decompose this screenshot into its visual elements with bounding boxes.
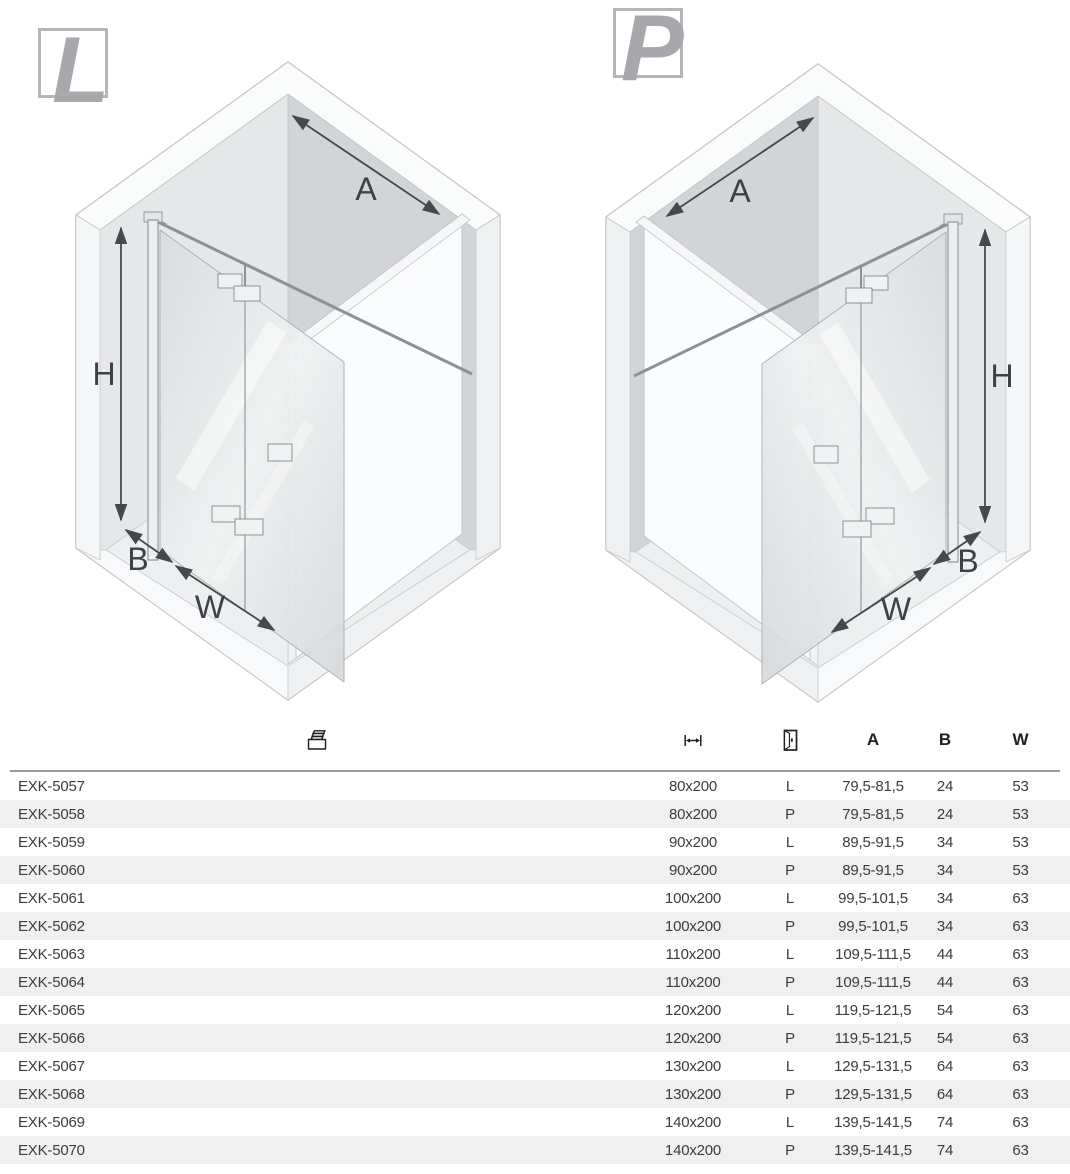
cell-dim-b: 54 bbox=[936, 1001, 954, 1019]
cell-dim-w: 53 bbox=[1012, 861, 1029, 879]
cell-dim-a: 129,5-131,5 bbox=[834, 1057, 912, 1075]
cell-product-code: EXK-5069 bbox=[18, 1113, 85, 1131]
dim-label-w-left: W bbox=[194, 589, 226, 625]
cell-size: 140x200 bbox=[664, 1141, 722, 1159]
shower-diagram-left bbox=[72, 58, 512, 708]
cell-size: 130x200 bbox=[664, 1057, 722, 1075]
cell-dim-b: 24 bbox=[936, 777, 954, 795]
cell-dim-w: 63 bbox=[1012, 945, 1029, 963]
cell-dim-a: 89,5-91,5 bbox=[842, 833, 904, 851]
cell-size: 110x200 bbox=[665, 945, 721, 963]
cell-product-code: EXK-5061 bbox=[18, 889, 85, 907]
cell-size: 110x200 bbox=[665, 973, 721, 991]
cell-dim-b: 34 bbox=[936, 889, 954, 907]
table-row bbox=[0, 1108, 1070, 1136]
table-row bbox=[0, 996, 1070, 1024]
cell-product-code: EXK-5066 bbox=[18, 1029, 85, 1047]
cell-size: 90x200 bbox=[668, 833, 717, 851]
cell-dim-a: 79,5-81,5 bbox=[842, 805, 904, 823]
cell-dim-b: 34 bbox=[936, 917, 954, 935]
table-row bbox=[0, 800, 1070, 828]
cell-size: 140x200 bbox=[664, 1113, 722, 1131]
dim-label-a-right: A bbox=[729, 173, 751, 209]
cell-door-side: P bbox=[785, 861, 795, 879]
cell-door-side: L bbox=[785, 1113, 795, 1131]
cell-dim-w: 63 bbox=[1012, 1085, 1029, 1103]
variant-left-label: L bbox=[52, 17, 108, 122]
cell-dim-a: 109,5-111,5 bbox=[835, 945, 911, 963]
cell-door-side: P bbox=[785, 973, 795, 991]
cell-product-code: EXK-5063 bbox=[18, 945, 85, 963]
cell-dim-b: 74 bbox=[936, 1141, 954, 1159]
cell-door-side: L bbox=[785, 945, 795, 963]
cell-dim-b: 34 bbox=[936, 833, 954, 851]
cell-product-code: EXK-5060 bbox=[18, 861, 85, 879]
cell-product-code: EXK-5058 bbox=[18, 805, 85, 823]
cell-dim-b: 74 bbox=[936, 1113, 954, 1131]
cell-door-side: P bbox=[785, 805, 795, 823]
cell-dim-a: 129,5-131,5 bbox=[834, 1085, 912, 1103]
col-header-w: W bbox=[1012, 730, 1029, 749]
cell-product-code: EXK-5062 bbox=[18, 917, 85, 935]
cell-door-side: L bbox=[785, 833, 795, 851]
table-row bbox=[0, 828, 1070, 856]
spec-table-body bbox=[0, 772, 1070, 1164]
cell-dim-a: 99,5-101,5 bbox=[838, 917, 908, 935]
cell-dim-b: 34 bbox=[936, 861, 954, 879]
cell-dim-w: 63 bbox=[1012, 1001, 1029, 1019]
cell-dim-w: 63 bbox=[1012, 973, 1029, 991]
size-header-cell bbox=[633, 718, 753, 762]
cell-dim-a: 119,5-121,5 bbox=[834, 1001, 912, 1019]
variant-right-label: P bbox=[621, 0, 682, 100]
cell-dim-a: 139,5-141,5 bbox=[834, 1141, 912, 1159]
table-row bbox=[0, 1080, 1070, 1108]
cell-dim-b: 64 bbox=[936, 1057, 954, 1075]
cell-product-code: EXK-5070 bbox=[18, 1141, 85, 1159]
cell-dim-b: 64 bbox=[936, 1085, 954, 1103]
spec-table-header bbox=[0, 718, 1070, 762]
cell-dim-w: 63 bbox=[1012, 1057, 1029, 1075]
table-row bbox=[0, 1024, 1070, 1052]
cell-size: 80x200 bbox=[668, 777, 717, 795]
dim-label-b-right: B bbox=[957, 543, 979, 579]
cell-door-side: P bbox=[785, 1029, 795, 1047]
cell-dim-w: 63 bbox=[1012, 917, 1029, 935]
cell-dim-b: 24 bbox=[936, 805, 954, 823]
cell-door-side: P bbox=[785, 917, 795, 935]
cell-dim-w: 63 bbox=[1012, 889, 1029, 907]
door-side-header-cell bbox=[753, 718, 827, 762]
table-row bbox=[0, 1052, 1070, 1080]
cell-door-side: L bbox=[785, 1057, 795, 1075]
cell-product-code: EXK-5057 bbox=[18, 777, 85, 795]
table-row bbox=[0, 856, 1070, 884]
cell-size: 100x200 bbox=[664, 917, 722, 935]
cell-product-code: EXK-5064 bbox=[18, 973, 85, 991]
cell-size: 120x200 bbox=[664, 1001, 722, 1019]
cell-door-side: L bbox=[785, 777, 795, 795]
cell-dim-w: 63 bbox=[1012, 1029, 1029, 1047]
cell-dim-w: 63 bbox=[1012, 1141, 1029, 1159]
cell-dim-w: 53 bbox=[1012, 805, 1029, 823]
cell-dim-w: 63 bbox=[1012, 1113, 1029, 1131]
cell-product-code: EXK-5068 bbox=[18, 1085, 85, 1103]
cell-size: 130x200 bbox=[664, 1085, 722, 1103]
dim-label-w-right: W bbox=[880, 591, 912, 627]
door-side-icon bbox=[780, 729, 800, 752]
table-row bbox=[0, 884, 1070, 912]
cell-door-side: L bbox=[785, 1001, 795, 1019]
cell-dim-b: 54 bbox=[936, 1029, 954, 1047]
cell-size: 90x200 bbox=[668, 861, 717, 879]
cell-door-side: P bbox=[785, 1141, 795, 1159]
cell-size: 100x200 bbox=[664, 889, 722, 907]
col-header-a: A bbox=[866, 730, 880, 749]
cell-dim-w: 53 bbox=[1012, 777, 1029, 795]
product-code-header-cell bbox=[0, 718, 633, 762]
cell-size: 120x200 bbox=[664, 1029, 722, 1047]
cell-dim-b: 44 bbox=[936, 945, 954, 963]
cell-dim-a: 139,5-141,5 bbox=[834, 1113, 912, 1131]
cell-dim-a: 79,5-81,5 bbox=[842, 777, 904, 795]
width-dimension-icon bbox=[684, 733, 702, 748]
cell-dim-w: 53 bbox=[1012, 833, 1029, 851]
dim-label-h-right: H bbox=[990, 358, 1014, 394]
table-row bbox=[0, 968, 1070, 996]
table-row bbox=[0, 772, 1070, 800]
table-row bbox=[0, 912, 1070, 940]
table-row bbox=[0, 1136, 1070, 1164]
col-header-b: B bbox=[938, 730, 952, 749]
dim-label-h-left: H bbox=[92, 356, 116, 392]
dim-label-b-left: B bbox=[127, 541, 149, 577]
cell-product-code: EXK-5059 bbox=[18, 833, 85, 851]
cell-product-code: EXK-5065 bbox=[18, 1001, 85, 1019]
cell-dim-a: 89,5-91,5 bbox=[842, 861, 904, 879]
cell-size: 80x200 bbox=[668, 805, 717, 823]
cell-dim-b: 44 bbox=[936, 973, 954, 991]
cell-door-side: L bbox=[785, 889, 795, 907]
cell-dim-a: 119,5-121,5 bbox=[834, 1029, 912, 1047]
cell-dim-a: 109,5-111,5 bbox=[835, 973, 911, 991]
shower-diagram-right bbox=[594, 60, 1034, 710]
cell-product-code: EXK-5067 bbox=[18, 1057, 85, 1075]
cell-door-side: P bbox=[785, 1085, 795, 1103]
cell-dim-a: 99,5-101,5 bbox=[838, 889, 908, 907]
package-icon bbox=[305, 728, 329, 752]
dim-label-a-left: A bbox=[355, 171, 377, 207]
table-row bbox=[0, 940, 1070, 968]
